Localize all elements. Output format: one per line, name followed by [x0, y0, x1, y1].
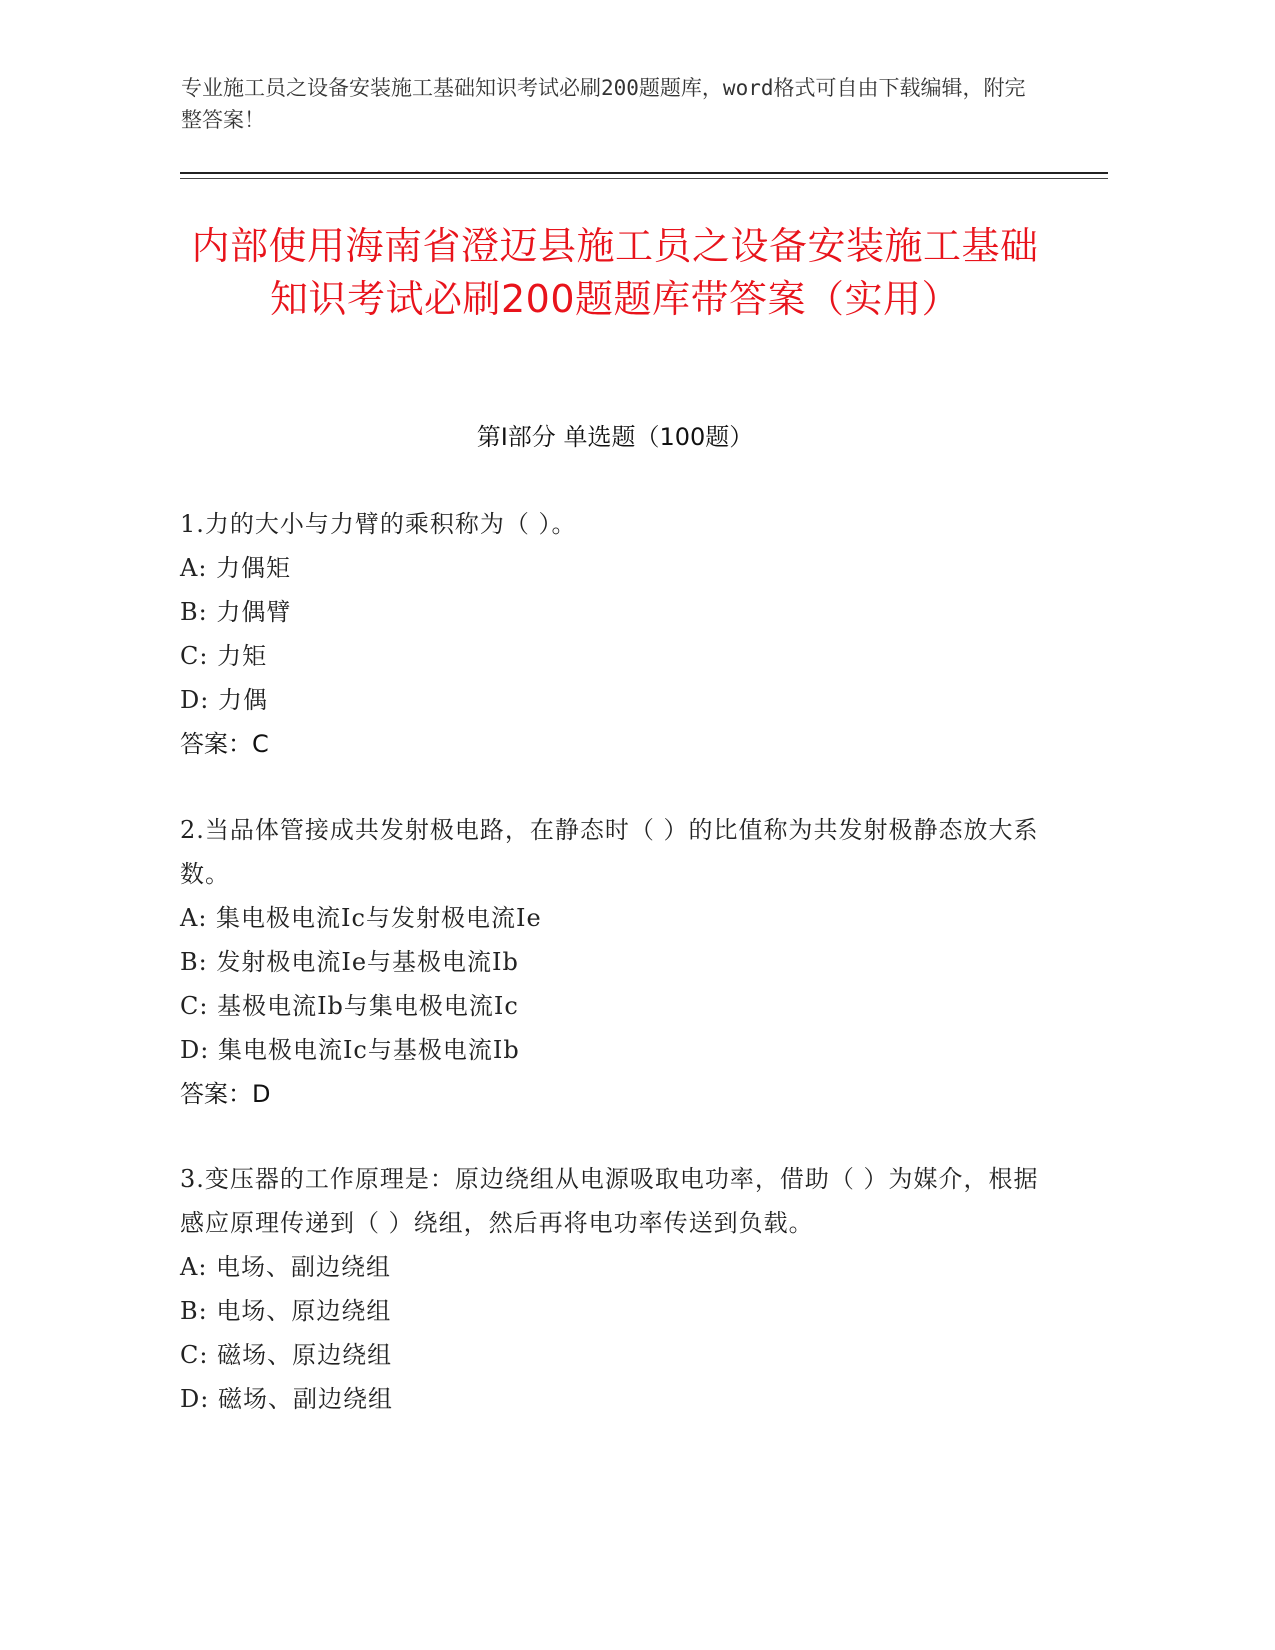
header-divider-thick — [180, 172, 1108, 174]
option-a: A: 电场、副边绕组 — [180, 1253, 392, 1281]
option-c: C: 基极电流Ib与集电极电流Ic — [180, 992, 519, 1020]
option-d: D: 集电极电流Ic与基极电流Ib — [180, 1036, 520, 1064]
header-note: 专业施工员之设备安装施工基础知识考试必刷200题题库，word格式可自由下载编辑，附完整答案！ — [181, 76, 1026, 132]
answer: 答案：C — [180, 730, 269, 758]
question-3 — [180, 1157, 1040, 1421]
option-d: D: 磁场、副边绕组 — [180, 1385, 393, 1413]
option-a: A: 力偶矩 — [180, 554, 292, 582]
section-title: 第Ⅰ部分 单选题（100题） — [476, 423, 754, 451]
question-stem: 3.变压器的工作原理是：原边绕组从电源吸取电功率，借助（ ）为媒介，根据感应原理传递到（ ）绕组，然后再将电功率传送到负载。 — [180, 1165, 1039, 1237]
option-b: B: 电场、原边绕组 — [180, 1297, 392, 1325]
option-a: A: 集电极电流Ic与发射极电流Ie — [180, 904, 542, 932]
option-b: B: 发射极电流Ie与基极电流Ib — [180, 948, 519, 976]
option-c: C: 磁场、原边绕组 — [180, 1341, 393, 1369]
option-d: D: 力偶 — [180, 686, 268, 714]
question-stem: 1.力的大小与力臂的乘积称为（ ）。 — [180, 510, 577, 538]
question-2 — [180, 808, 1040, 1116]
question-stem: 2.当品体管接成共发射极电路，在静态时（ ）的比值称为共发射极静态放大系数。 — [180, 816, 1039, 888]
option-c: C: 力矩 — [180, 642, 268, 670]
header-divider-thin — [180, 178, 1108, 179]
answer: 答案：D — [180, 1080, 271, 1108]
document-title: 内部使用海南省澄迈县施工员之设备安装施工基础知识考试必刷200题题库带答案（实用） — [191, 224, 1039, 321]
question-1 — [180, 502, 1040, 766]
option-b: B: 力偶臂 — [180, 598, 292, 626]
